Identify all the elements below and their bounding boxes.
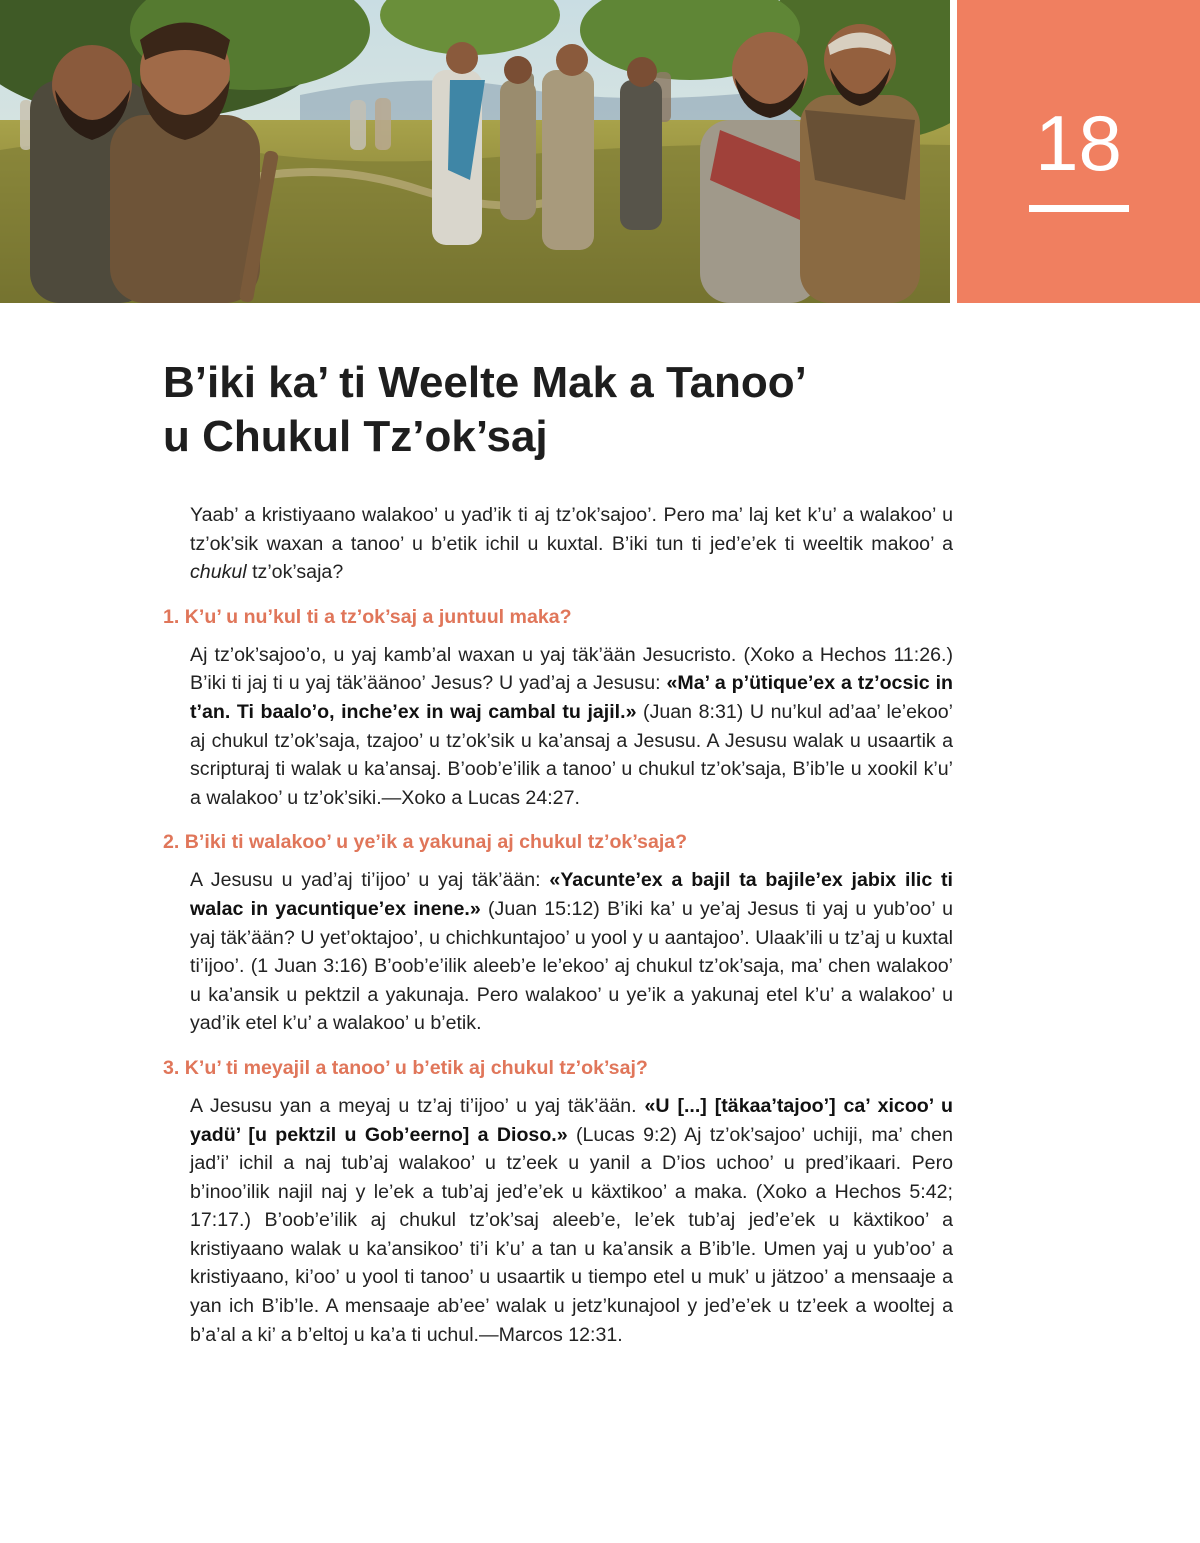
lesson-title — [163, 356, 963, 464]
section-3-paragraph — [190, 1092, 953, 1349]
section-2-text-2: (Juan 15:12) B’iki ka’ u ye’aj Jesus ti yaj u yub’oo’ u yaj täk’ään? U yet’oktajoo’, u chichkuntajoo’ u yool y u aantajoo’. Ulaak’ili u tz’aj u kuxtal ti’ijoo’. (1 Juan 3:16) B’oob’e’ilik aleeb’e le’ekoo’ aj chukul tz’ok’saja, ma’ chen walakoo’ u ka’ansik u pektzil a yakunaja. Pero walakoo’ u ye’ik a yakunaj etel k’u’ a walakoo’ u yad’ik etel k’u’ a walakoo’ u b’etik. — [190, 897, 953, 1035]
section-2-paragraph — [190, 866, 953, 1038]
intro-text-1: Yaab’ a kristiyaano walakoo’ u yad’ik ti aj tz’ok’sajoo’. Pero ma’ laj ket k’u’ a walakoo’ u tz’ok’sik waxan a tanoo’ u b’etik ichil u kuxtal. B’iki tun ti jed’e’ek ti weeltik makoo’ a — [190, 504, 953, 555]
intro-paragraph — [190, 501, 953, 587]
section-3-text-2: (Lucas 9:2) Aj tz’ok’sajoo’ uchiji, ma’ chen jad’i’ ichil a naj tub’aj walakoo’ u tz’eek u yanil a D’ios uchoo’ u pred’ikaari. Pero b’inoo’ilik najil naj y le’ek a tub’aj jed’e’ek u käxtikoo’ a maka. (Xoko a Hechos 5:42; 17:17.) B’oob’e’ilik aj chukul tz’ok’saj aleeb’e, le’ek tub’aj jed’e’ek u käxtikoo’ a kristiyaano walak u ka’ansikoo’ ti’i k’u’ a tan u ka’ansik a B’ib’le. Umen yaj u yub’oo’ a kristiyaano, ki’oo’ u yool ti tanoo’ u usaartik u tiempo etel u muk’ u jätzoo’ a mensaaje a yan ich B’ib’le. A mensaaje ab’ee’ walak u jetz’kunajool y jed’e’ek u tz’eek a wooltej a b’a’al a ki’ a b’eltoj u ka’a ti uchul.—Marcos 12:31. — [190, 1123, 953, 1346]
section-2-heading: 2. B’iki ti walakoo’ u ye’ik a yakunaj aj chukul tz’ok’saja? — [163, 831, 688, 854]
header-illustration — [0, 0, 950, 303]
intro-emphasis: chukul — [190, 561, 247, 584]
section-1-text-2: (Juan 8:31) U nu’kul ad’aa’ le’ekoo’ aj chukul tz’ok’saja, tzajoo’ u tz’ok’sik u ka’ansaj a Jesusu. A Jesusu walak u usaartik a scripturaj ti walak u ka’ansaj. B’oob’e’ilik a tanoo’ u chukul tz’ok’saja, B’ib’le u xookil k’u’ a walakoo’ u tz’ok’siki.—Xoko a Lucas 24:27. — [190, 700, 953, 809]
lesson-number-rule — [1029, 205, 1129, 212]
section-1-quote: «Ma’ a p’ütique’ex a tz’ocsic in t’an. Ti baalo’o, inche’ex in waj cambal tu jajil.» — [190, 672, 954, 723]
section-1-heading: 1. K’u’ u nu’kul ti a tz’ok’saj a juntuul maka? — [163, 605, 572, 628]
section-2-text-1: A Jesusu u yad’aj ti’ijoo’ u yaj täk’ään: — [190, 869, 550, 892]
section-3-quote: «U [...] [täkaa’tajoo’] ca’ xicoo’ u yadü’ [u pektzil u Gob’eerno] a Dioso.» — [190, 1094, 954, 1146]
intro-text-2: tz’ok’saja? — [246, 561, 344, 584]
lesson-number: 18 — [1035, 99, 1122, 187]
lesson-body — [163, 501, 953, 1349]
section-1-text-1: Aj tz’ok’sajoo’o, u yaj kamb’al waxan u yaj täk’ään Jesucristo. (Xoko a Hechos 11:26.) B’iki ti jaj ti u yaj täk’äänoo’ Jesus? U yad’aj a Jesusu: — [190, 643, 953, 695]
section-1-paragraph — [190, 641, 953, 813]
lesson-number-box — [957, 0, 1200, 303]
section-3-text-1: A Jesusu yan a meyaj u tz’aj ti’ijoo’ u yaj täk’ään. — [190, 1094, 645, 1117]
lesson-title-line2: u Chukul Tz’ok’saj — [163, 412, 548, 461]
section-3-heading: 3. K’u’ ti meyajil a tanoo’ u b’etik aj chukul tz’ok’saj? — [163, 1056, 648, 1079]
section-2-quote: «Yacunte’ex a bajil ta bajile’ex jabix ilic ti walac in yacuntique’ex inene.» — [190, 869, 953, 920]
lesson-title-line1: B’iki ka’ ti Weelte Mak a Tanoo’ — [163, 358, 807, 407]
